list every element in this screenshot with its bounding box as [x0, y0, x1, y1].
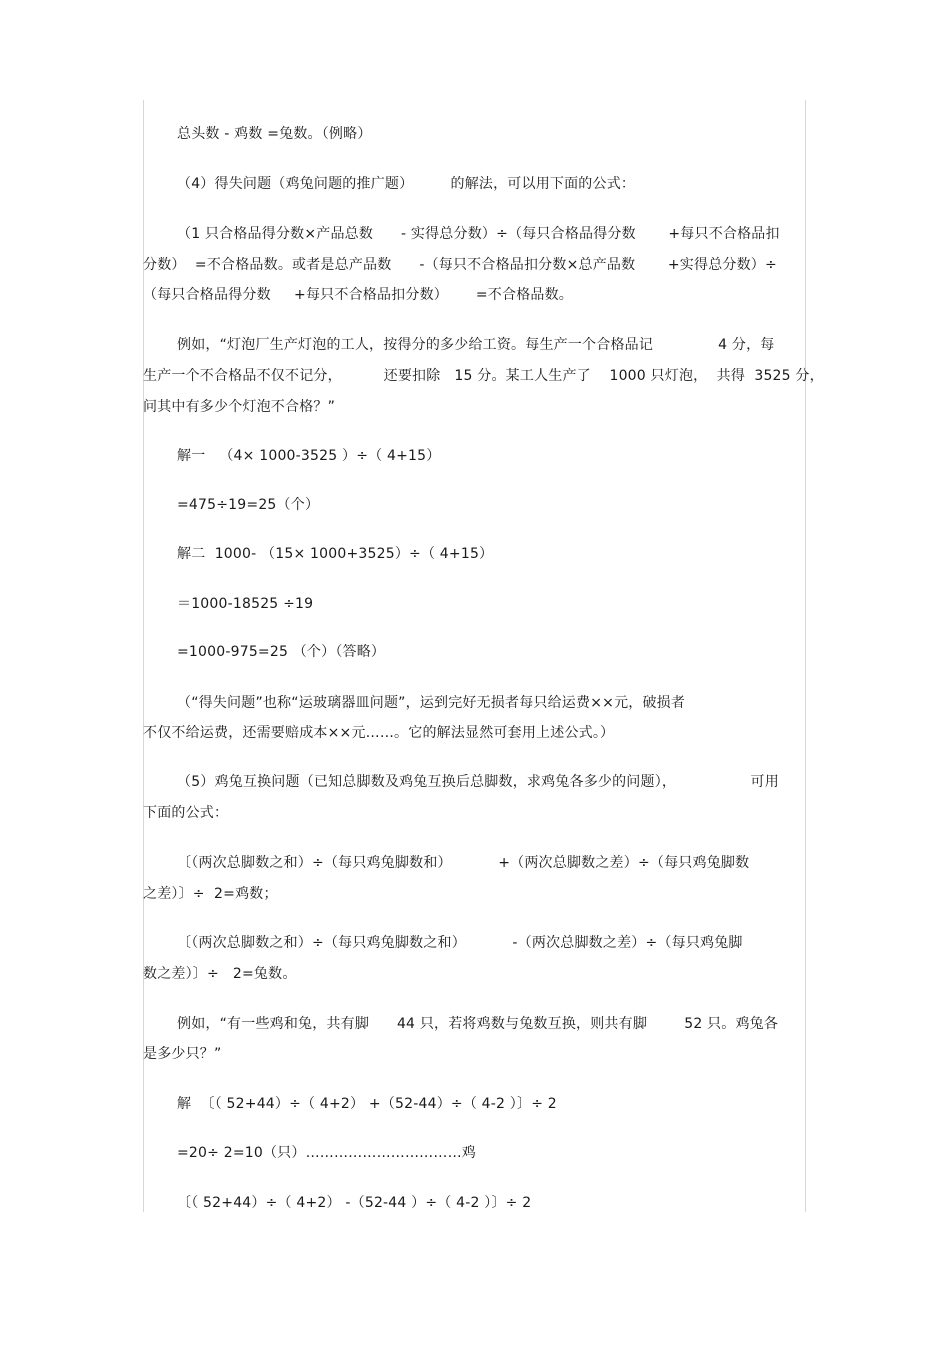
text-line: 问其中有多少个灯泡不合格？” — [143, 399, 336, 415]
text-line: 之差）〕÷ 2=鸡数； — [143, 886, 278, 902]
text-line: （1 只合格品得分数×产品总数 - 实得总分数）÷（每只合格品得分数 +每只不合格品扣 — [177, 226, 780, 242]
text-line: （4）得失问题（鸡兔问题的推广题） 的解法，可以用下面的公式： — [177, 176, 636, 192]
text-line: 解 〔（ 52+44）÷（ 4+2） +（52-44）÷（ 4-2 ）〕÷ 2 — [177, 1096, 557, 1112]
text-line: =20÷ 2=10（只）……………………………鸡 — [177, 1145, 476, 1161]
text-line: 例如，“有一些鸡和兔，共有脚 44 只，若将鸡数与兔数互换，则共有脚 52 只。鸡兔各 — [177, 1016, 779, 1032]
text-line: 不仅不给运费，还需要赔成本××元……。它的解法显然可套用上述公式。） — [143, 725, 615, 741]
text-line: 解二 1000- （15× 1000+3525）÷（ 4+15） — [177, 546, 494, 562]
text-line: =475÷19=25（个） — [177, 497, 320, 513]
text-line: （5）鸡兔互换问题（已知总脚数及鸡兔互换后总脚数，求鸡兔各多少的问题）， 可用 — [177, 774, 779, 790]
text-line: 总头数 - 鸡数 =兔数。（例略） — [177, 126, 372, 142]
text-line: =1000-975=25 （个）（答略） — [177, 644, 386, 660]
text-line: 生产一个不合格品不仅不记分， 还要扣除 15 分。某工人生产了 1000 只灯泡， 共得 3525 分， — [143, 368, 824, 384]
page-right-border — [805, 100, 806, 1212]
text-line: （“得失问题”也称“运玻璃器皿问题”，运到完好无损者每只给运费××元，破损者 — [177, 695, 686, 711]
text-line: 〔（两次总脚数之和）÷（每只鸡兔脚数之和） -（两次总脚数之差）÷（每只鸡兔脚 — [177, 935, 743, 951]
text-line: ＝1000-18525 ÷19 — [177, 596, 314, 612]
text-line: 下面的公式： — [143, 805, 229, 821]
text-line: （每只合格品得分数 +每只不合格品扣分数） =不合格品数。 — [143, 287, 574, 303]
text-line: 是多少只？” — [143, 1046, 222, 1062]
text-line: 例如，“灯泡厂生产灯泡的工人，按得分的多少给工资。每生产一个合格品记 4 分，每 — [177, 337, 775, 353]
text-line: 解一 （4× 1000-3525 ）÷（ 4+15） — [177, 448, 441, 464]
text-line: 〔（两次总脚数之和）÷（每只鸡兔脚数和） +（两次总脚数之差）÷（每只鸡兔脚数 — [177, 855, 750, 871]
text-line: 〔（ 52+44）÷（ 4+2） -（52-44 ）÷（ 4-2 ）〕÷ 2 — [177, 1195, 532, 1211]
text-line: 分数） =不合格品数。或者是总产品数 -（每只不合格品扣分数×总产品数 +实得总分数）÷ — [143, 257, 777, 273]
text-line: 数之差）〕÷ 2=兔数。 — [143, 966, 297, 982]
